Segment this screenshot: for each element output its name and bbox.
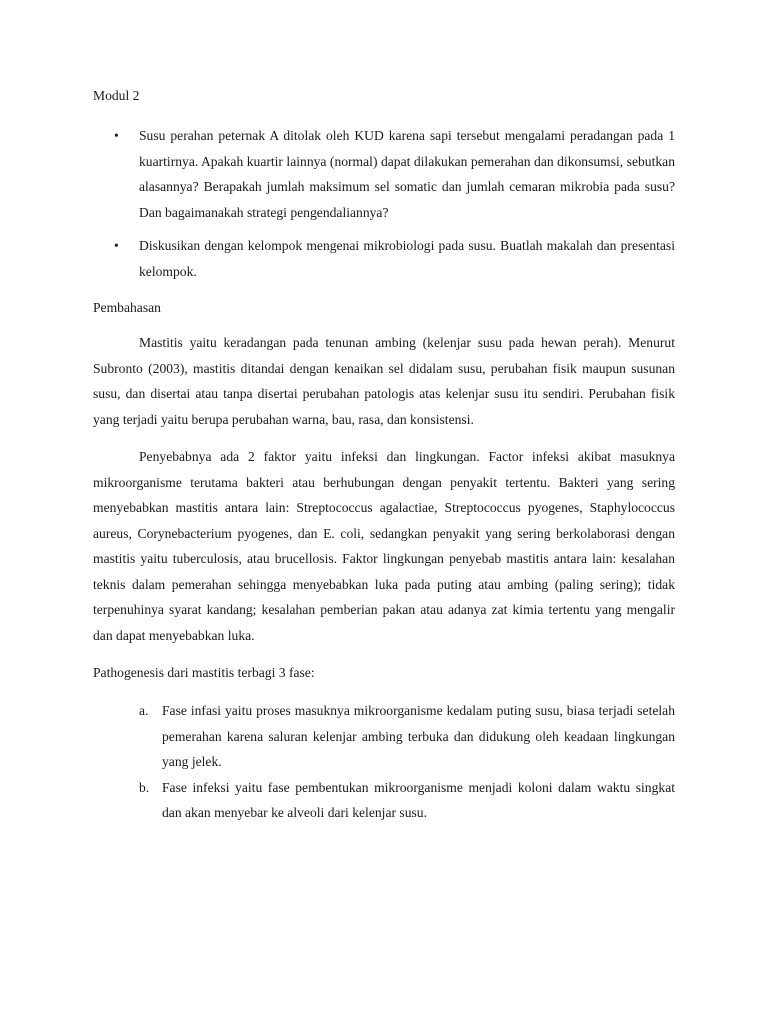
bullet-icon: • (114, 238, 119, 253)
question-item (93, 123, 675, 225)
question-list (93, 123, 675, 284)
phase-list (93, 698, 675, 826)
question-text: Susu perahan peternak A ditolak oleh KUD karena sapi tersebut mengalami peradangan pada 1 kuartirnya. Apakah kuartir lainnya (normal) dapat dilakukan pemerahan dan dikonsumsi, sebutkan alasannya? Berapakah jumlah maksimum sel somatic dan jumlah cemaran mikrobia pada susu? Dan bagaimanakah strategi pengendaliannya? (139, 128, 675, 220)
list-marker: b. (139, 779, 150, 795)
list-marker: a. (139, 703, 149, 718)
section-heading: Pembahasan (93, 300, 161, 315)
bullet-icon: • (114, 128, 119, 143)
phase-item (93, 775, 675, 826)
paragraph: Mastitis yaitu keradangan pada tenunan ambing (kelenjar susu pada hewan perah). Menurut Subronto (2003), mastitis ditandai dengan kenaikan sel didalam susu, perubahan fisik maupun susunan susu, dan disertai atau tanpa disertai perubahan patologis atas kelenjar susu itu sendiri. Perubahan fisik yang terjadi yaitu berupa perubahan warna, bau, rasa, dan konsistensi. (93, 335, 675, 427)
question-text: Diskusikan dengan kelompok mengenai mikrobiologi pada susu. Buatlah makalah dan presentasi kelompok. (139, 238, 675, 279)
phase-text: Fase infeksi yaitu fase pembentukan mikroorganisme menjadi koloni dalam waktu singkat dan akan menyebar ke alveoli dari kelenjar susu. (162, 779, 675, 820)
phase-item (93, 698, 675, 775)
paragraph: Penyebabnya ada 2 faktor yaitu infeksi dan lingkungan. Factor infeksi akibat masuknya mikroorganisme terutama bakteri atau berhubungan dengan penyakit tertentu. Bakteri yang sering menyebabkan mastitis antara lain: Streptococcus agalactiae, Streptococcus pyogenes, Staphylococcus aureus, Corynebacterium pyogenes, dan E. coli, sedangkan penyakit yang sering berkolaborasi dengan mastitis yaitu tuberculosis, atau brucellosis. Faktor lingkungan penyebab mastitis antara lain: kesalahan teknis dalam pemerahan sehingga menyebabkan luka pada puting atau ambing (paling sering); tidak terpenuhinya syarat kandang; kesalahan pemberian pakan atau adanya zat kimia tertentu yang mengalir dan dapat menyebabkan luka. (93, 449, 675, 643)
question-item (93, 233, 675, 284)
document-title: Modul 2 (93, 88, 140, 103)
document-body (93, 85, 675, 826)
phase-text: Fase infasi yaitu proses masuknya mikroorganisme kedalam puting susu, biasa terjadi setelah pemerahan karena saluran kelenjar ambing terbuka dan didukung oleh keadaan lingkungan yang jelek. (162, 703, 675, 769)
pathogenesis-heading: Pathogenesis dari mastitis terbagi 3 fase: (93, 665, 315, 680)
